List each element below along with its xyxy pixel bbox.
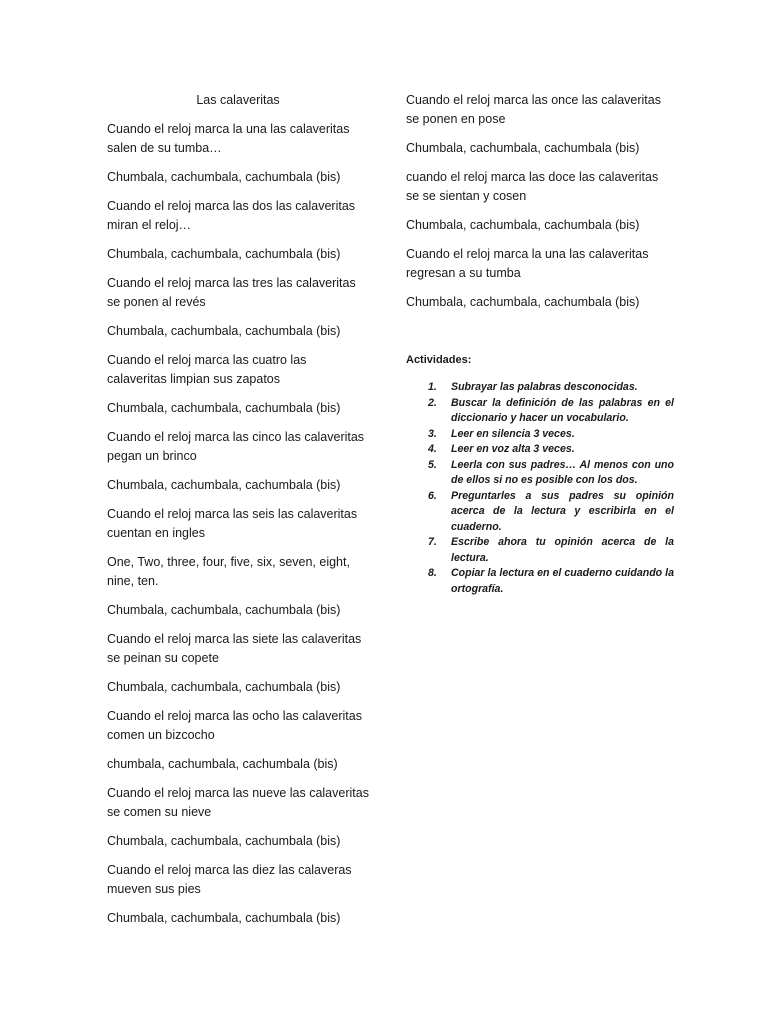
list-item-text: Leer en voz alta 3 veces. <box>451 443 575 455</box>
list-item <box>406 427 674 443</box>
chorus-paragraph: Chumbala, cachumbala, cachumbala (bis) <box>406 141 640 155</box>
lyric-paragraph: Cuando el reloj marca las tres las calaveritas se ponen al revés <box>107 276 356 309</box>
list-item-number: 6. <box>428 489 437 502</box>
list-item-number: 2. <box>428 396 437 409</box>
list-item <box>406 396 674 427</box>
list-item-number: 5. <box>428 458 437 471</box>
lyric-paragraph: Cuando el reloj marca las seis las calaveritas cuentan en ingles <box>107 507 358 540</box>
lyric-paragraph: Cuando el reloj marca la una las calaveritas regresan a su tumba <box>406 247 649 280</box>
chorus-paragraph: Chumbala, cachumbala, cachumbala (bis) <box>107 478 341 492</box>
chorus-paragraph: Chumbala, cachumbala, cachumbala (bis) <box>107 324 341 338</box>
chorus-paragraph: Chumbala, cachumbala, cachumbala (bis) <box>107 834 341 848</box>
list-item-text: Preguntarles a sus padres su opinión acerca de la lectura y escribirla en el cuaderno. <box>451 489 674 533</box>
list-item-text: Escribe ahora tu opinión acerca de la lectura. <box>451 536 674 564</box>
spacer <box>406 322 674 352</box>
list-item-text: Leer en silencia 3 veces. <box>451 427 575 440</box>
lyric-paragraph: Cuando el reloj marca la una las calaveritas salen de su tumba… <box>107 122 350 155</box>
chorus-paragraph: Chumbala, cachumbala, cachumbala (bis) <box>107 401 341 415</box>
right-column <box>406 91 674 597</box>
left-column <box>107 91 369 938</box>
list-item-number: 8. <box>428 567 437 579</box>
list-item-text: Buscar la definición de las palabras en el diccionario y hacer un vocabulario. <box>451 396 674 424</box>
list-item-number: 3. <box>428 427 437 440</box>
chorus-paragraph: Chumbala, cachumbala, cachumbala (bis) <box>107 247 341 261</box>
lyric-paragraph: Cuando el reloj marca las dos las calaveritas miran el reloj… <box>107 199 356 232</box>
lyric-paragraph: Cuando el reloj marca las cinco las calaveritas pegan un brinco <box>107 430 365 463</box>
chorus-paragraph: Chumbala, cachumbala, cachumbala (bis) <box>107 680 341 694</box>
activities-list <box>406 380 674 597</box>
list-item <box>406 566 674 597</box>
lyric-paragraph: Cuando el reloj marca las cuatro las calaveritas limpian sus zapatos <box>107 353 307 386</box>
list-item-number: 7. <box>428 536 437 548</box>
list-item-text: Leerla con sus padres… Al menos con uno de ellos si no es posible con los dos. <box>451 458 674 486</box>
chorus-paragraph: Chumbala, cachumbala, cachumbala (bis) <box>406 218 640 232</box>
chorus-paragraph: Chumbala, cachumbala, cachumbala (bis) <box>107 170 341 184</box>
chorus-paragraph: chumbala, cachumbala, cachumbala (bis) <box>107 757 338 771</box>
document-title: Las calaveritas <box>196 93 280 107</box>
list-item-number: 4. <box>428 443 437 455</box>
lyric-paragraph: Cuando el reloj marca las ocho las calaveritas comen un bizcocho <box>107 709 362 742</box>
lyric-paragraph: cuando el reloj marca las doce las calaveritas se se sientan y cosen <box>406 170 659 203</box>
lyric-paragraph: Cuando el reloj marca las once las calaveritas se ponen en pose <box>406 93 661 126</box>
activities-heading: Actividades: <box>406 354 472 366</box>
list-item <box>406 442 674 458</box>
list-item-text: Subrayar las palabras desconocidas. <box>451 381 638 393</box>
lyric-paragraph: One, Two, three, four, five, six, seven, eight, nine, ten. <box>107 555 350 588</box>
list-item <box>406 489 674 536</box>
lyric-paragraph: Cuando el reloj marca las nueve las calaveritas se comen su nieve <box>107 786 369 819</box>
list-item-number: 1. <box>428 381 437 393</box>
lyric-paragraph: Cuando el reloj marca las diez las calaveras mueven sus pies <box>107 863 352 896</box>
list-item <box>406 380 674 396</box>
chorus-paragraph: Chumbala, cachumbala, cachumbala (bis) <box>107 603 341 617</box>
list-item <box>406 458 674 489</box>
lyric-paragraph: Cuando el reloj marca las siete las calaveritas se peinan su copete <box>107 632 362 665</box>
list-item <box>406 535 674 566</box>
list-item-text: Copiar la lectura en el cuaderno cuidando la ortografía. <box>451 567 674 595</box>
chorus-paragraph: Chumbala, cachumbala, cachumbala (bis) <box>406 295 640 309</box>
chorus-paragraph: Chumbala, cachumbala, cachumbala (bis) <box>107 911 341 925</box>
